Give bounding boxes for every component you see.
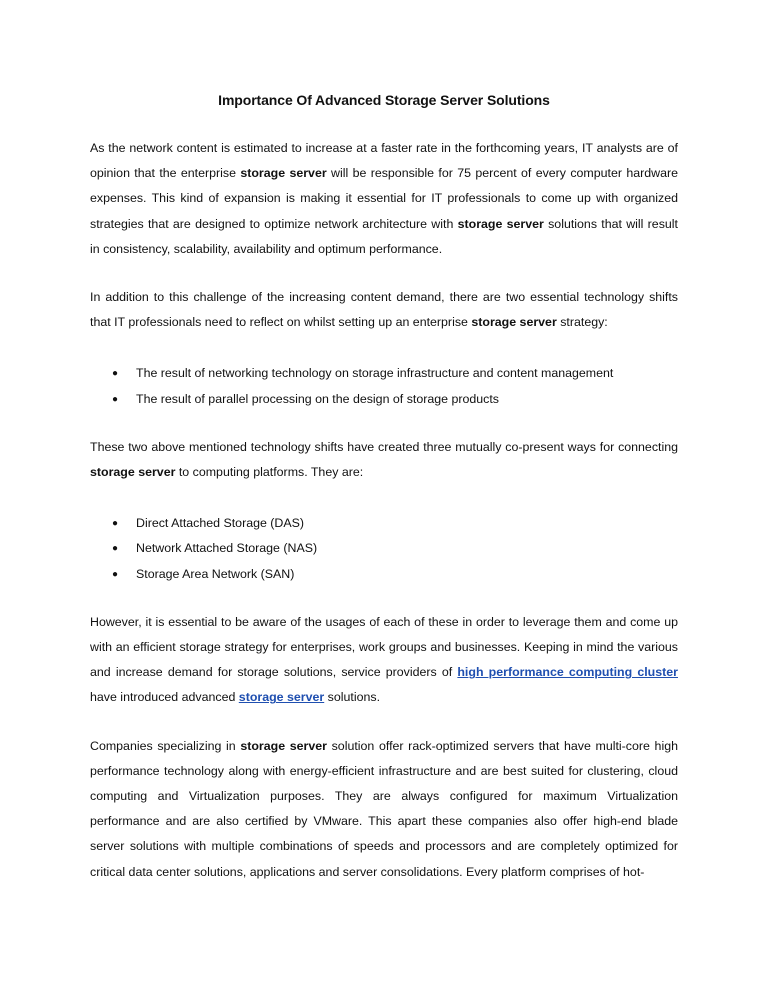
text-run: have introduced advanced [90, 690, 239, 705]
bold-keyword: storage server [471, 315, 557, 330]
list-item [112, 511, 678, 536]
list-item [112, 562, 678, 587]
text-run: solutions. [324, 690, 381, 705]
document-title: Importance Of Advanced Storage Server Solutions [218, 92, 550, 108]
list-item-text: Network Attached Storage (NAS) [136, 541, 318, 556]
link-hpc-cluster[interactable]: high performance computing cluster [457, 665, 678, 680]
text-run: In addition to this challenge of the increasing content demand, there are two essential technology shifts that IT professionals need to reflect on whilst setting up an enterprise [90, 290, 678, 330]
text-run: solution offer rack-optimized servers that have multi-core high performance technology along with energy-efficient infrastructure and are best suited for clustering, cloud computing and Virtualization purposes. They are always configured for maximum Virtualization performance and are also certified by VMware. This apart these companies also offer high-end blade server solutions with multiple combinations of speeds and processors and are completely optimized for critical data center solutions, applications and server consolidations. Every platform comprises of hot- [90, 738, 678, 879]
list-item-text: The result of parallel processing on the design of storage products [136, 391, 499, 406]
text-run: Companies specializing in [90, 738, 241, 753]
link-storage-server[interactable]: storage server [238, 690, 325, 705]
paragraph-challenge [90, 285, 678, 335]
text-run: to computing platforms. They are: [175, 465, 364, 480]
text-run: These two above mentioned technology shifts have created three mutually co-present ways for connecting [90, 439, 678, 454]
text-run: However, it is essential to be aware of the usages of each of these in order to leverage them and come up with an efficient storage strategy for enterprises, work groups and businesses. Keeping in mind the various and increase demand for storage solutions, service providers of [90, 614, 678, 680]
bullet-icon: ● [112, 518, 119, 530]
paragraph-strategy [90, 610, 678, 711]
list-item-text: The result of networking technology on storage infrastructure and content management [136, 366, 614, 381]
list-item [112, 361, 678, 386]
bold-keyword: storage server [240, 738, 327, 753]
bullet-icon: ● [112, 543, 119, 555]
bullet-list-storage-types [90, 511, 678, 587]
paragraph-connection-ways [90, 435, 678, 485]
list-item-text: Direct Attached Storage (DAS) [136, 516, 305, 531]
list-item [112, 387, 678, 412]
paragraph-companies [90, 734, 678, 885]
bold-keyword: storage server [240, 166, 327, 181]
bold-keyword: storage server [90, 465, 176, 480]
paragraph-intro [90, 136, 678, 262]
text-run: solutions that will result in consistency, scalability, availability and optimum performance. [90, 216, 678, 256]
text-run: strategy: [556, 315, 608, 330]
text-run: As the network content is estimated to increase at a faster rate in the forthcoming years, IT analysts are of opinion that the enterprise [90, 141, 678, 181]
bold-keyword: storage server [457, 216, 544, 231]
bullet-icon: ● [112, 368, 119, 380]
bullet-icon: ● [112, 393, 119, 405]
list-item-text: Storage Area Network (SAN) [136, 566, 295, 581]
list-item [112, 536, 678, 561]
text-run: will be responsible for 75 percent of every computer hardware expenses. This kind of expansion is making it essential for IT professionals to come up with organized strategies that are designed to optimize network architecture with [90, 166, 678, 231]
bullet-list-shifts [90, 361, 678, 411]
bullet-icon: ● [112, 568, 119, 580]
